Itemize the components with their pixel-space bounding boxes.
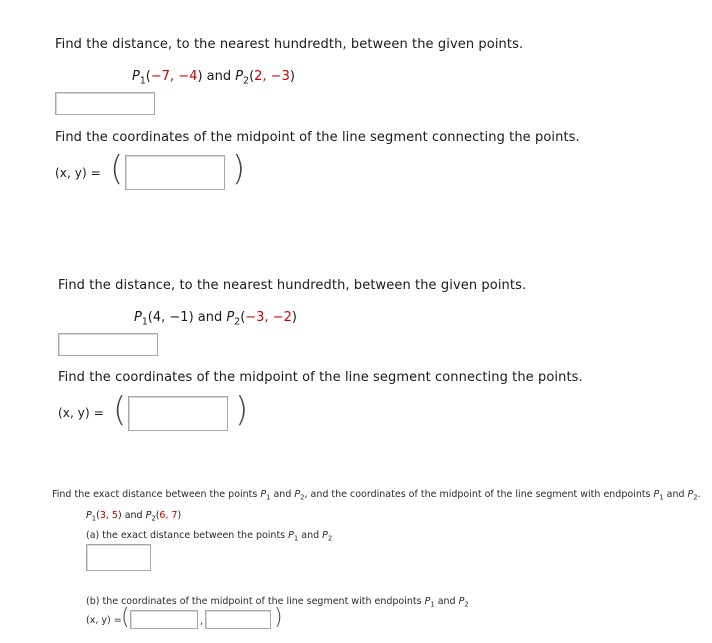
q1-p2-close: ): [289, 69, 295, 84]
q3-part-b-p2: P: [458, 596, 465, 607]
q3-xy-label: (x, y) =: [86, 615, 122, 626]
q2-midpoint-input[interactable]: [128, 396, 228, 431]
q1-midpoint-input[interactable]: [125, 155, 225, 190]
q3-part-a-and: and: [298, 530, 323, 541]
q3-part-a-label: [86, 530, 332, 541]
q1-p2-open: (: [249, 69, 255, 84]
q1-points: [132, 69, 295, 87]
q3-inst-p2b-sub: 2: [693, 493, 698, 502]
q3-inst-p2: P: [294, 489, 301, 500]
q1-p1-open: (: [145, 69, 151, 84]
q2-p2-coords: −3, −2: [245, 310, 292, 325]
q3-close-paren: ): [274, 605, 283, 630]
q2-midpoint-instruction: Find the coordinates of the midpoint of the line segment connecting the points.: [58, 370, 583, 385]
q2-p1-close: ): [188, 310, 194, 325]
q1-p1-coords: −7, −4: [150, 69, 198, 84]
q1-and: and: [202, 69, 236, 84]
q2-p1-sub: 1: [141, 316, 148, 328]
q2-p2-sub: 2: [234, 316, 241, 328]
q2-p1-coords: 4, −1: [152, 310, 189, 325]
q3-points: [86, 510, 181, 521]
q3-p2-sub: 2: [151, 514, 156, 523]
q1-open-paren: (: [110, 149, 124, 189]
q3-p1-coords: 3, 5: [99, 510, 118, 521]
q3-part-a-text: (a) the exact distance between the points: [86, 530, 289, 541]
q3-instruction-a: Find the exact distance between the points: [52, 489, 261, 500]
q2-p2-close: ): [291, 310, 297, 325]
q2-p2-label: P: [226, 310, 235, 325]
q1-p1-label: P: [132, 69, 140, 84]
q1-p1-close: ): [197, 69, 203, 84]
q3-part-b-p2-sub: 2: [464, 600, 469, 609]
q2-and: and: [193, 310, 227, 325]
q2-p1-label: P: [134, 310, 142, 325]
q3-part-a-p1: P: [288, 530, 294, 541]
q1-xy-label: (x, y) =: [55, 166, 101, 180]
q3-part-a-p2-sub: 2: [327, 534, 333, 543]
q3-part-b-text: (b) the coordinates of the midpoint of the line segment with endpoints: [86, 596, 425, 607]
q3-p1-sub: 1: [91, 514, 97, 523]
q1-instruction: Find the distance, to the nearest hundredth, between the given points.: [55, 37, 524, 52]
q3-inst-p1b-sub: 1: [659, 493, 664, 502]
q3-instruction-d: and: [663, 489, 688, 500]
q1-p2-label: P: [235, 69, 244, 84]
q3-part-b-p1: P: [424, 596, 431, 607]
q3-p1-close: ): [117, 510, 122, 521]
q3-and: and: [121, 510, 146, 521]
q3-inst-p2b: P: [687, 489, 694, 500]
q2-close-paren: ): [235, 390, 249, 430]
q3-midpoint-y-input[interactable]: [205, 610, 271, 629]
q3-inst-p1b: P: [653, 489, 660, 500]
q3-comma: ,: [200, 616, 204, 627]
q3-instruction-c: , and the coordinates of the midpoint of the line segment with endpoints: [304, 489, 654, 500]
q3-part-b-p1-sub: 1: [430, 600, 435, 609]
q3-p2-coords: 6, 7: [159, 510, 178, 521]
q3-part-a-p1-sub: 1: [293, 534, 299, 543]
q3-instruction: [52, 489, 701, 500]
q3-open-paren: (: [121, 605, 130, 630]
q1-close-paren: ): [232, 149, 246, 189]
q3-part-a-p2: P: [322, 530, 328, 541]
q2-instruction: Find the distance, to the nearest hundredth, between the given points.: [58, 278, 527, 293]
q2-p1-open: (: [147, 310, 153, 325]
q3-p2-close: ): [177, 510, 182, 521]
q3-p2-open: (: [155, 510, 160, 521]
q2-open-paren: (: [113, 390, 127, 430]
q1-midpoint-instruction: Find the coordinates of the midpoint of the line segment connecting the points.: [55, 130, 580, 145]
q3-midpoint-x-input[interactable]: [130, 610, 198, 629]
q3-inst-p2-sub: 2: [300, 493, 305, 502]
q3-p1-open: (: [96, 510, 100, 521]
q2-distance-input[interactable]: [58, 333, 158, 356]
q3-distance-input[interactable]: [86, 544, 151, 571]
q3-instruction-b: and: [270, 489, 295, 500]
q1-p2-sub: 2: [243, 75, 250, 87]
q3-p2-label: P: [145, 510, 152, 521]
q3-instruction-end: .: [697, 489, 701, 500]
q2-xy-label: (x, y) =: [58, 406, 104, 420]
q3-p1-label: P: [86, 510, 92, 521]
q3-part-b-and: and: [434, 596, 459, 607]
q3-inst-p1: P: [260, 489, 267, 500]
q3-inst-p1-sub: 1: [266, 493, 271, 502]
q1-p1-sub: 1: [139, 75, 146, 87]
q2-points: [134, 310, 297, 328]
q2-p2-open: (: [240, 310, 246, 325]
q1-p2-coords: 2, −3: [254, 69, 290, 84]
q1-distance-input[interactable]: [55, 92, 155, 115]
